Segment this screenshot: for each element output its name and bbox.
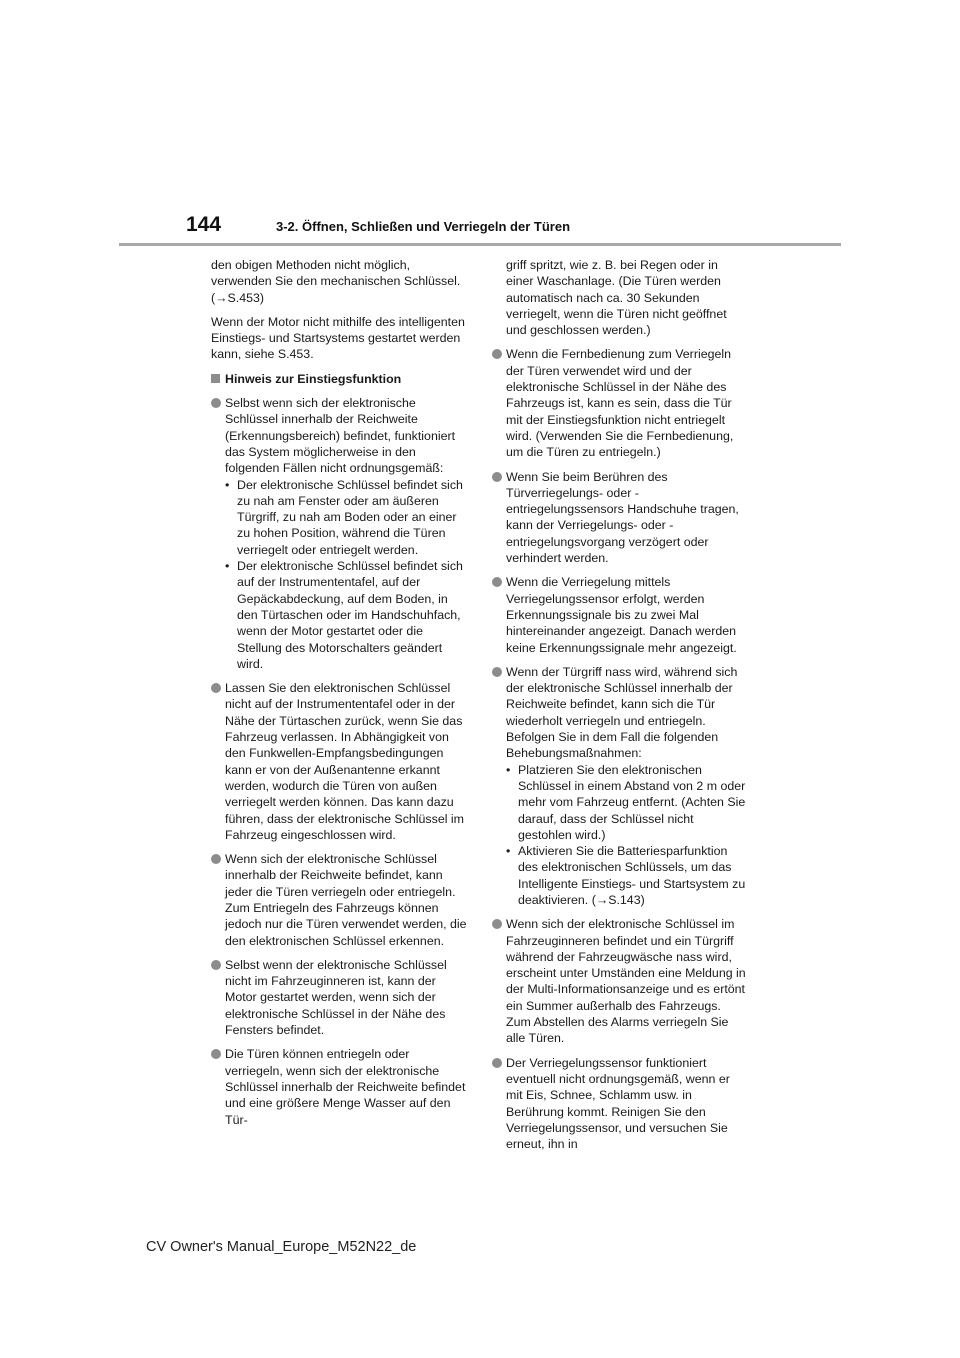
square-bullet-icon: [211, 374, 220, 383]
list-item-text: Wenn Sie beim Berühren des Türverriegelungs- oder -entriegelungssensors Handschuhe tragen, kann der Verriegelungs- oder -entriegelungsvorgang verzögert oder verhindert werden.: [506, 469, 739, 566]
sub-item: [225, 477, 467, 558]
circle-bullet-icon: [211, 683, 221, 693]
sub-item-text: Aktivieren Sie die Batteriesparfunktion des elektronischen Schlüssels, um das Intelligente Einstiegs- und Startsystem zu deaktivieren. (→S.143): [518, 844, 746, 907]
sub-bullet-icon: •: [506, 762, 511, 777]
list-item-text: Selbst wenn sich der elektronische Schlüssel innerhalb der Reichweite (Erkennungsbereich) befindet, funktioniert das System möglicherweise in den folgenden Fällen nicht ordnungsgemäß:: [225, 396, 456, 476]
list-item-text: Wenn die Fernbedienung zum Verriegeln der Türen verwendet wird und der elektronische Schlüssel in der Nähe des Fahrzeugs ist, kann es sein, dass die Tür mit der Einstiegsfunktion nicht entriegelt wird. (Verwenden Sie die Fernbedienung, um die Türen zu entriegeln.): [506, 347, 734, 460]
circle-bullet-icon: [211, 854, 221, 864]
list-item: [211, 395, 467, 672]
list-item-text: Die Türen können entriegeln oder verriegeln, wenn sich der elektronische Schlüssel innerhalb der Reichweite befindet und eine größere Menge Wasser auf den Tür-: [225, 1047, 466, 1127]
intro-paragraph-2: Wenn der Motor nicht mithilfe des intelligenten Einstiegs- und Startsystems gestartet werden kann, siehe S.453.: [211, 314, 465, 362]
circle-bullet-icon: [211, 1049, 221, 1059]
sub-item: [506, 843, 748, 908]
header-divider: [119, 243, 841, 246]
sub-item-text: Der elektronische Schlüssel befindet sich auf der Instrumententafel, auf der Gepäckabdeckung, auf dem Boden, in den Türtaschen oder im Handschuhfach, wenn der Motor gestartet oder die Stellung des Motorschalters geändert wird.: [237, 559, 463, 671]
circle-bullet-icon: [492, 1058, 502, 1068]
circle-bullet-icon: [492, 667, 502, 677]
left-column: [211, 257, 467, 1136]
right-column: [492, 257, 748, 1160]
circle-bullet-icon: [492, 349, 502, 359]
circle-bullet-icon: [492, 472, 502, 482]
intro-paragraph-1: den obigen Methoden nicht möglich, verwenden Sie den mechanischen Schlüssel. (→S.453): [211, 258, 461, 305]
list-item-text: Wenn sich der elektronische Schlüssel im Fahrzeuginneren befindet und ein Türgriff während der Fahrzeugwäsche nass wird, erscheint unter Umständen eine Meldung in der Multi-Informationsanzeige und es ertönt ein Summer außerhalb des Fahrzeugs. Zum Abstellen des Alarms verriegeln Sie alle Türen.: [506, 917, 746, 1046]
circle-bullet-icon: [492, 577, 502, 587]
list-item: [492, 664, 748, 908]
sub-item: [225, 558, 467, 672]
list-item-text: Lassen Sie den elektronischen Schlüssel nicht auf der Instrumententafel oder in der Nähe der Türtaschen zurück, wenn Sie das Fahrzeug verlassen. In Abhängigkeit von den Funkwellen-Empfangsbedingungen kann er von der Außenantenne erkannt werden, wodurch die Türen von außen verriegelt werden können. Das kann dazu führen, dass der elektronische Schlüssel im Fahrzeug eingeschlossen wird.: [225, 681, 464, 842]
circle-bullet-icon: [211, 398, 221, 408]
list-item: [211, 680, 467, 843]
list-item: [492, 574, 748, 655]
list-item-text: Wenn sich der elektronische Schlüssel innerhalb der Reichweite befindet, kann jeder die Türen verriegeln oder entriegeln. Zum Entriegeln des Fahrzeugs können jedoch nur die Türen verwendet werden, die den elektronischen Schlüssel erkennen.: [225, 852, 467, 948]
page-number: 144: [186, 213, 222, 236]
subsection-heading: [211, 371, 467, 387]
list-item: [211, 1046, 467, 1127]
list-item-text: Wenn die Verriegelung mittels Verriegelungssensor erfolgt, werden Erkennungssignale bis zu zwei Mal hintereinander angezeigt. Danach werden keine Erkennungssignale mehr angezeigt.: [506, 575, 737, 655]
subsection-heading-text: Hinweis zur Einstiegsfunktion: [225, 371, 402, 386]
list-item: [492, 469, 748, 567]
sub-item: [506, 762, 748, 843]
sub-item-text: Platzieren Sie den elektronischen Schlüssel in einem Abstand von 2 m oder mehr vom Fahrzeug entfernt. (Achten Sie darauf, dass der Schlüssel nicht gestohlen wird.): [518, 762, 746, 842]
sub-item-text: Der elektronische Schlüssel befindet sich zu nah am Fenster oder am äußeren Türgriff, zu nah am Boden oder an einer zu hohen Position, während die Türen verriegelt oder entriegelt werden.: [237, 477, 463, 557]
list-item: [492, 346, 748, 460]
list-item: [492, 1055, 748, 1153]
sub-bullet-icon: •: [506, 844, 511, 859]
circle-bullet-icon: [492, 919, 502, 929]
list-item-text: Selbst wenn der elektronische Schlüssel nicht im Fahrzeuginneren ist, kann der Motor gestartet werden, wenn sich der elektronische Schlüssel in der Nähe des Fensters befindet.: [225, 957, 447, 1038]
sub-bullet-icon: •: [225, 477, 230, 492]
list-item: [211, 957, 467, 1038]
list-item-text: Wenn der Türgriff nass wird, während sich der elektronische Schlüssel innerhalb der Reichweite befindet, kann sich die Tür wiederholt verriegeln und entriegeln. Befolgen Sie in dem Fall die folgenden Behebungsmaßnahmen:: [506, 664, 738, 761]
sub-bullet-icon: •: [225, 559, 230, 574]
footer-document-id: CV Owner's Manual_Europe_M52N22_de: [146, 1239, 417, 1255]
list-item: [211, 851, 467, 949]
circle-bullet-icon: [211, 960, 221, 970]
list-item: [492, 916, 748, 1046]
list-item-text: Der Verriegelungssensor funktioniert eventuell nicht ordnungsgemäß, wenn er mit Eis, Schnee, Schlamm usw. in Berührung kommt. Reinigen Sie den Verriegelungssensor, und versuchen Sie erneut, ihn in: [506, 1055, 730, 1152]
continued-paragraph: griff spritzt, wie z. B. bei Regen oder in einer Waschanlage. (Die Türen werden automatisch nach ca. 30 Sekunden verriegelt, wenn die Türen nicht geöffnet und geschlossen werden.): [506, 258, 727, 338]
section-title: 3-2. Öffnen, Schließen und Verriegeln der Türen: [276, 219, 571, 234]
